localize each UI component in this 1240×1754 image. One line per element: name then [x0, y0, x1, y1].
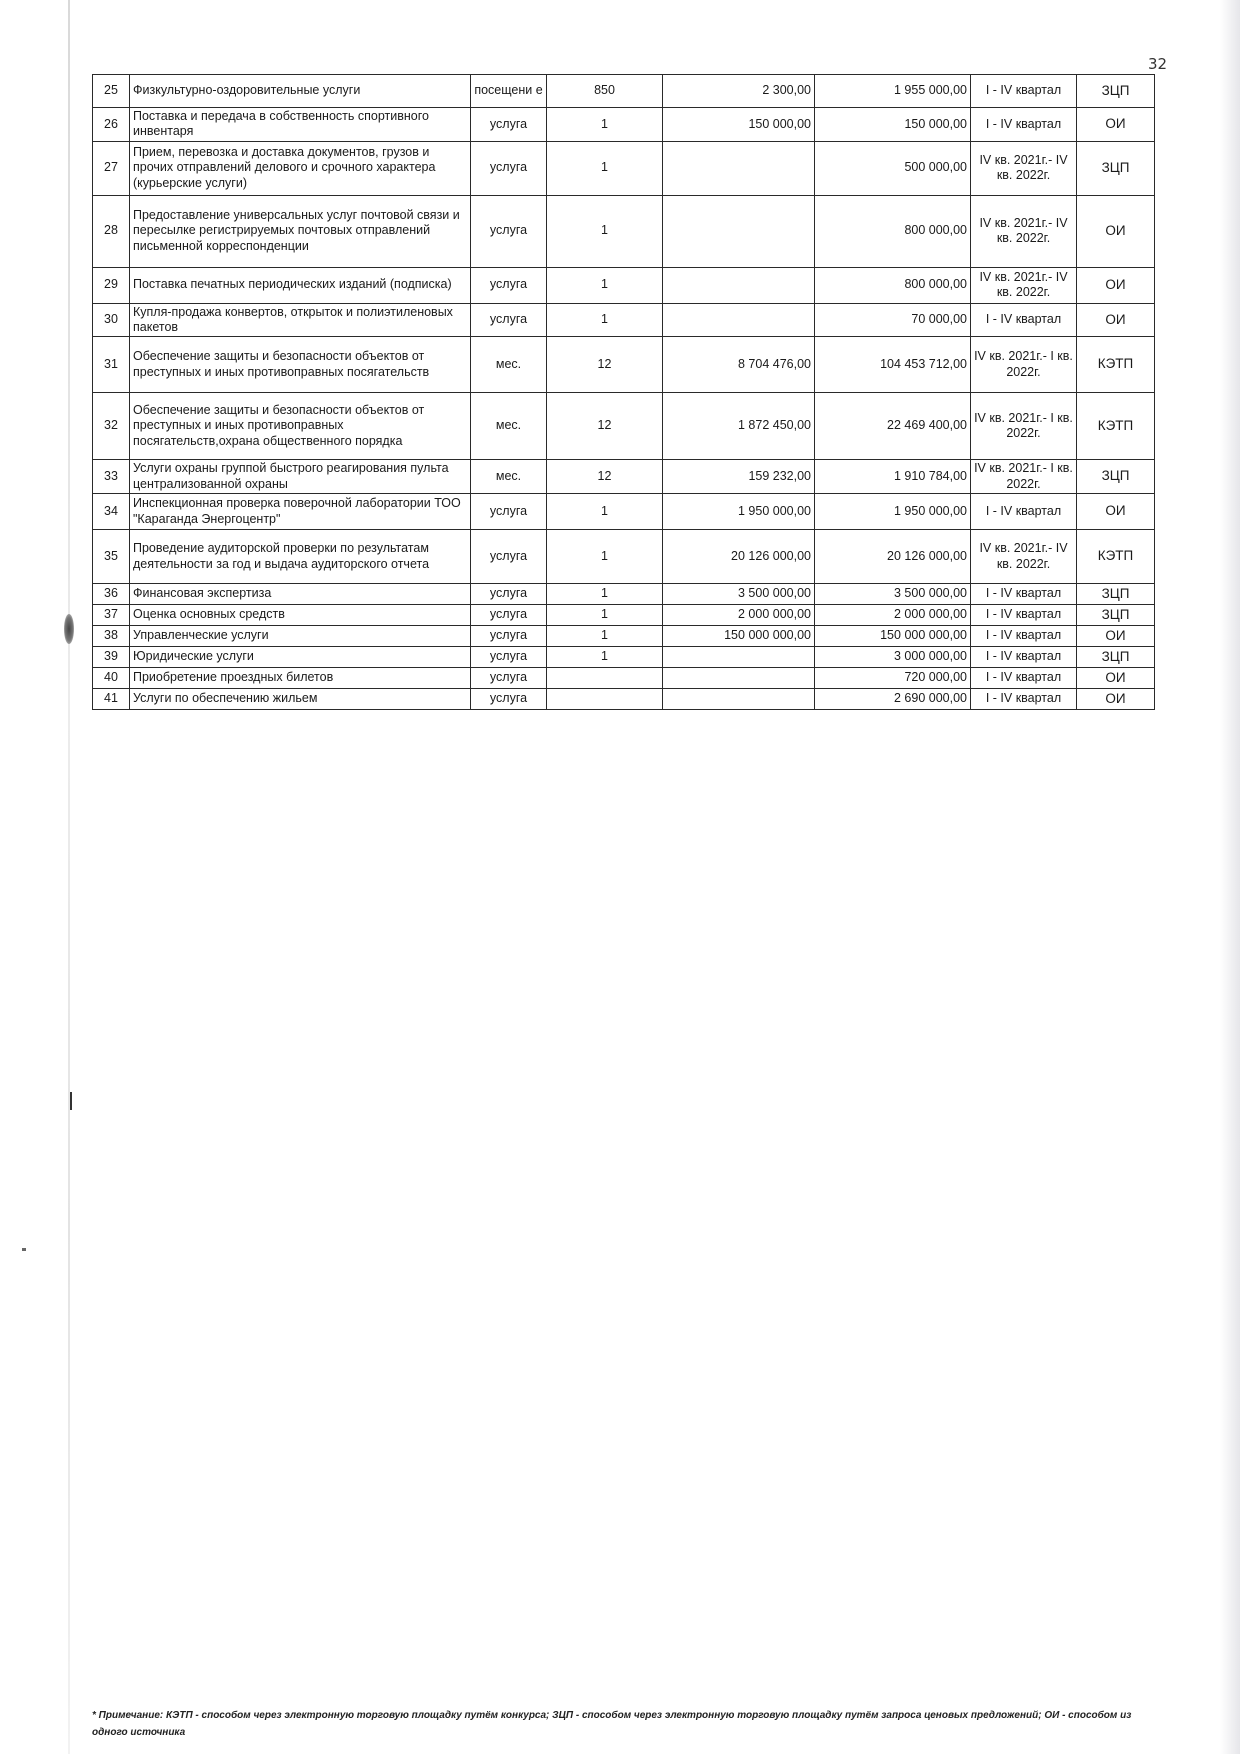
table-row: [93, 337, 1155, 393]
cell-price: [663, 267, 815, 303]
cell-name: Предоставление универсальных услуг почтовой связи и пересылке регистрируемых почтовых отправлений письменной корреспонденции: [130, 195, 471, 267]
cell-period: I - IV квартал: [971, 626, 1077, 647]
cell-name: Купля-продажа конвертов, открыток и полиэтиленовых пакетов: [130, 303, 471, 337]
punch-hole-mark: [64, 614, 74, 644]
table-row: [93, 689, 1155, 710]
cell-method: ЗЦП: [1077, 460, 1155, 494]
cell-unit: услуга: [471, 530, 547, 584]
cell-price: [663, 195, 815, 267]
cell-unit: услуга: [471, 494, 547, 530]
cell-period: I - IV квартал: [971, 584, 1077, 605]
cell-unit: услуга: [471, 267, 547, 303]
cell-name: Поставка печатных периодических изданий (подписка): [130, 267, 471, 303]
cell-period: I - IV квартал: [971, 108, 1077, 142]
cell-quantity: 1: [547, 494, 663, 530]
cell-sum: 3 500 000,00: [815, 584, 971, 605]
cell-method: ЗЦП: [1077, 584, 1155, 605]
cell-sum: 2 690 000,00: [815, 689, 971, 710]
cell-price: 2 000 000,00: [663, 605, 815, 626]
cell-price: 20 126 000,00: [663, 530, 815, 584]
cell-name: Юридические услуги: [130, 647, 471, 668]
cell-method: ОИ: [1077, 494, 1155, 530]
cell-period: I - IV квартал: [971, 494, 1077, 530]
table-row: [93, 584, 1155, 605]
cell-period: I - IV квартал: [971, 303, 1077, 337]
cell-number: 35: [93, 530, 130, 584]
cell-quantity: 1: [547, 530, 663, 584]
cell-method: ОИ: [1077, 108, 1155, 142]
cell-period: I - IV квартал: [971, 689, 1077, 710]
cell-quantity: 1: [547, 626, 663, 647]
cell-unit: услуга: [471, 141, 547, 195]
cell-name: Приобретение проездных билетов: [130, 668, 471, 689]
cell-sum: 70 000,00: [815, 303, 971, 337]
cell-number: 38: [93, 626, 130, 647]
cell-method: ОИ: [1077, 267, 1155, 303]
cell-quantity: [547, 689, 663, 710]
cell-sum: 720 000,00: [815, 668, 971, 689]
cell-name: Услуги охраны группой быстрого реагирования пульта централизованной охраны: [130, 460, 471, 494]
cell-price: 1 872 450,00: [663, 393, 815, 460]
table-row: [93, 647, 1155, 668]
cell-period: IV кв. 2021г.- IV кв. 2022г.: [971, 141, 1077, 195]
cell-unit: мес.: [471, 460, 547, 494]
cell-unit: услуга: [471, 584, 547, 605]
cell-unit: услуга: [471, 668, 547, 689]
cell-name: Обеспечение защиты и безопасности объектов от преступных и иных противоправных посягательств: [130, 337, 471, 393]
cell-quantity: 1: [547, 141, 663, 195]
cell-method: ОИ: [1077, 195, 1155, 267]
procurement-table: [92, 74, 1155, 710]
cell-price: [663, 141, 815, 195]
table-row: [93, 75, 1155, 108]
cell-method: КЭТП: [1077, 337, 1155, 393]
cell-quantity: 12: [547, 337, 663, 393]
cell-quantity: 1: [547, 303, 663, 337]
cell-number: 26: [93, 108, 130, 142]
cell-unit: мес.: [471, 393, 547, 460]
table-row: [93, 141, 1155, 195]
cell-number: 39: [93, 647, 130, 668]
cell-price: 2 300,00: [663, 75, 815, 108]
cell-method: ЗЦП: [1077, 75, 1155, 108]
table-row: [93, 494, 1155, 530]
table-row: [93, 626, 1155, 647]
cell-period: IV кв. 2021г.- IV кв. 2022г.: [971, 195, 1077, 267]
cell-period: IV кв. 2021г.- IV кв. 2022г.: [971, 267, 1077, 303]
cell-unit: услуга: [471, 605, 547, 626]
cell-number: 41: [93, 689, 130, 710]
cell-method: ЗЦП: [1077, 141, 1155, 195]
cell-unit: услуга: [471, 626, 547, 647]
scan-right-edge: [1220, 0, 1240, 1754]
cell-period: I - IV квартал: [971, 668, 1077, 689]
footnote: * Примечание: КЭТП - способом через электронную торговую площадку путём конкурса; ЗЦП - способом через электронную торговую площадку путём запроса ценовых предложений; ОИ - способом из одного источника: [92, 1710, 1132, 1738]
cell-method: ОИ: [1077, 689, 1155, 710]
cell-number: 32: [93, 393, 130, 460]
cell-quantity: [547, 668, 663, 689]
cell-number: 33: [93, 460, 130, 494]
scan-tick-mark: [70, 1092, 72, 1110]
cell-period: IV кв. 2021г.- I кв. 2022г.: [971, 337, 1077, 393]
cell-sum: 3 000 000,00: [815, 647, 971, 668]
cell-number: 40: [93, 668, 130, 689]
cell-name: Проведение аудиторской проверки по результатам деятельности за год и выдача аудиторского отчета: [130, 530, 471, 584]
cell-name: Инспекционная проверка поверочной лаборатории ТОО "Караганда Энергоцентр": [130, 494, 471, 530]
cell-unit: мес.: [471, 337, 547, 393]
table-row: [93, 530, 1155, 584]
table-row: [93, 668, 1155, 689]
cell-price: 150 000 000,00: [663, 626, 815, 647]
cell-period: I - IV квартал: [971, 605, 1077, 626]
cell-sum: 800 000,00: [815, 195, 971, 267]
table-row: [93, 108, 1155, 142]
cell-number: 30: [93, 303, 130, 337]
cell-quantity: 12: [547, 460, 663, 494]
scan-speck: [22, 1248, 26, 1251]
cell-quantity: 1: [547, 605, 663, 626]
cell-quantity: 12: [547, 393, 663, 460]
cell-number: 25: [93, 75, 130, 108]
cell-period: IV кв. 2021г.- IV кв. 2022г.: [971, 530, 1077, 584]
cell-method: ЗЦП: [1077, 647, 1155, 668]
cell-name: Обеспечение защиты и безопасности объектов от преступных и иных противоправных посягательств,охрана общественного порядка: [130, 393, 471, 460]
table-row: [93, 605, 1155, 626]
cell-price: 1 950 000,00: [663, 494, 815, 530]
cell-price: [663, 647, 815, 668]
scan-left-edge: [68, 0, 70, 1754]
cell-name: Прием, перевозка и доставка документов, грузов и прочих отправлений делового и срочного характера (курьерские услуги): [130, 141, 471, 195]
cell-unit: услуга: [471, 303, 547, 337]
cell-sum: 150 000,00: [815, 108, 971, 142]
cell-period: IV кв. 2021г.- I кв. 2022г.: [971, 393, 1077, 460]
procurement-table-body: [93, 75, 1155, 710]
cell-price: 150 000,00: [663, 108, 815, 142]
cell-quantity: 1: [547, 584, 663, 605]
cell-method: КЭТП: [1077, 530, 1155, 584]
cell-method: ОИ: [1077, 303, 1155, 337]
cell-unit: услуга: [471, 195, 547, 267]
cell-period: IV кв. 2021г.- I кв. 2022г.: [971, 460, 1077, 494]
cell-name: Услуги по обеспечению жильем: [130, 689, 471, 710]
cell-sum: 22 469 400,00: [815, 393, 971, 460]
cell-period: I - IV квартал: [971, 647, 1077, 668]
cell-name: Управленческие услуги: [130, 626, 471, 647]
cell-name: Физкультурно-оздоровительные услуги: [130, 75, 471, 108]
cell-unit: услуга: [471, 647, 547, 668]
table-row: [93, 267, 1155, 303]
cell-sum: 104 453 712,00: [815, 337, 971, 393]
cell-quantity: 850: [547, 75, 663, 108]
cell-method: ОИ: [1077, 668, 1155, 689]
table-row: [93, 303, 1155, 337]
cell-sum: 800 000,00: [815, 267, 971, 303]
table-row: [93, 195, 1155, 267]
cell-sum: 1 955 000,00: [815, 75, 971, 108]
cell-price: [663, 689, 815, 710]
cell-price: 8 704 476,00: [663, 337, 815, 393]
cell-name: Поставка и передача в собственность спортивного инвентаря: [130, 108, 471, 142]
cell-name: Финансовая экспертиза: [130, 584, 471, 605]
cell-quantity: 1: [547, 195, 663, 267]
cell-number: 29: [93, 267, 130, 303]
cell-number: 36: [93, 584, 130, 605]
cell-method: ОИ: [1077, 626, 1155, 647]
table-row: [93, 460, 1155, 494]
cell-unit: услуга: [471, 689, 547, 710]
cell-price: 159 232,00: [663, 460, 815, 494]
cell-sum: 2 000 000,00: [815, 605, 971, 626]
cell-sum: 150 000 000,00: [815, 626, 971, 647]
table-row: [93, 393, 1155, 460]
cell-price: 3 500 000,00: [663, 584, 815, 605]
cell-method: ЗЦП: [1077, 605, 1155, 626]
cell-sum: 500 000,00: [815, 141, 971, 195]
cell-unit: услуга: [471, 108, 547, 142]
cell-quantity: 1: [547, 108, 663, 142]
cell-price: [663, 303, 815, 337]
cell-sum: 1 910 784,00: [815, 460, 971, 494]
cell-period: I - IV квартал: [971, 75, 1077, 108]
cell-number: 31: [93, 337, 130, 393]
cell-unit: посещени е: [471, 75, 547, 108]
cell-price: [663, 668, 815, 689]
cell-sum: 1 950 000,00: [815, 494, 971, 530]
cell-method: КЭТП: [1077, 393, 1155, 460]
cell-number: 28: [93, 195, 130, 267]
cell-number: 27: [93, 141, 130, 195]
page-number: 32: [1148, 55, 1168, 73]
cell-sum: 20 126 000,00: [815, 530, 971, 584]
cell-number: 37: [93, 605, 130, 626]
cell-quantity: 1: [547, 267, 663, 303]
cell-name: Оценка основных средств: [130, 605, 471, 626]
cell-number: 34: [93, 494, 130, 530]
cell-quantity: 1: [547, 647, 663, 668]
